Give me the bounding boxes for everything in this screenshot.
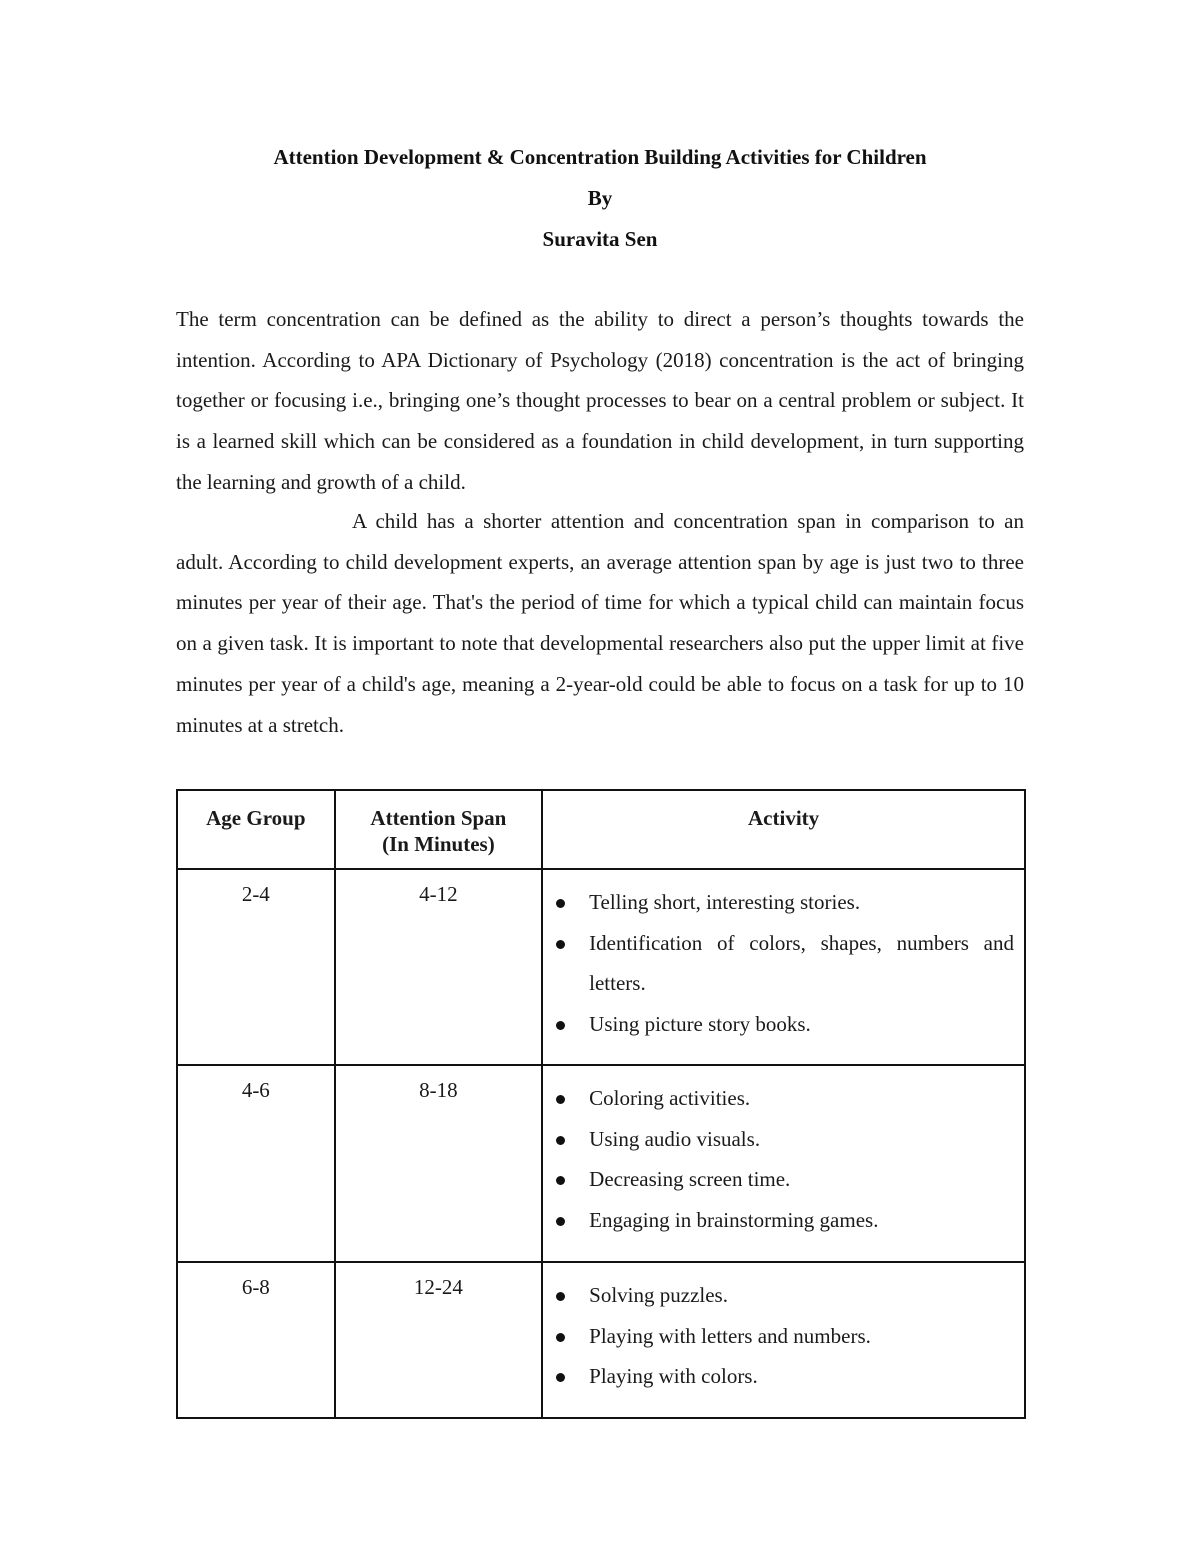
activity-cell (542, 1262, 1025, 1418)
intro-paragraph: The term concentration can be defined as the ability to direct a person’s thoughts towards the intention. According to APA Dictionary of Psychology (2018) concentration is the act of bringing together or focusing i.e., bringing one’s thought processes to bear on a central problem or subject. It is a learned skill which can be considered as a foundation in child development, in turn supporting the learning and growth of a child. (176, 307, 1024, 494)
bullet-icon (556, 1021, 565, 1030)
list-item (589, 1004, 1014, 1045)
table-row (177, 869, 1025, 1065)
bullet-icon (556, 1136, 565, 1145)
header-attention-span-line2: (In Minutes) (382, 832, 495, 856)
activity-text: Decreasing screen time. (589, 1167, 791, 1192)
table-row (177, 1262, 1025, 1418)
attention-span-cell: 4-12 (335, 869, 543, 1065)
header-attention-span (335, 790, 543, 869)
activity-text: Using audio visuals. (589, 1126, 761, 1151)
bullet-icon (556, 940, 565, 949)
attention-span-cell: 8-18 (335, 1065, 543, 1262)
header-attention-span-line1: Attention Span (370, 806, 507, 830)
activity-text: Engaging in brainstorming games. (589, 1208, 879, 1233)
activity-table (176, 789, 1026, 1419)
activity-text: Using picture story books. (589, 1012, 811, 1037)
activity-text: Playing with letters and numbers. (589, 1323, 871, 1348)
list-item (589, 1275, 1014, 1316)
attention-span-cell: 12-24 (335, 1262, 543, 1418)
document-title: Attention Development & Concentration Building Activities for Children (273, 145, 927, 169)
activity-cell (542, 1065, 1025, 1262)
activity-text: Solving puzzles. (589, 1283, 728, 1307)
activity-text: Playing with colors. (589, 1364, 758, 1389)
bullet-icon (556, 1095, 565, 1104)
author-name: Suravita Sen (542, 227, 658, 251)
by-label: By (587, 186, 613, 210)
list-item (589, 1159, 1014, 1200)
activity-list (543, 1066, 1024, 1241)
activity-list (543, 1263, 1024, 1397)
activity-text: Identification of colors, shapes, numbers and letters. (589, 930, 1014, 996)
activity-text: Telling short, interesting stories. (589, 890, 861, 914)
header-activity: Activity (542, 790, 1025, 869)
bullet-icon (556, 1333, 565, 1342)
activity-list (543, 870, 1024, 1045)
activity-cell (542, 869, 1025, 1065)
list-item (589, 1200, 1014, 1241)
table-row (177, 1065, 1025, 1262)
bullet-icon (556, 1292, 565, 1301)
bullet-icon (556, 1176, 565, 1185)
bullet-icon (556, 1373, 565, 1382)
age-group-cell: 6-8 (177, 1262, 335, 1418)
attention-span-paragraph: A child has a shorter attention and concentration span in comparison to an adult. According to child development experts, an average attention span by age is just two to three minutes per year of their age. That's the period of time for which a typical child can maintain focus on a given task. It is important to note that developmental researchers also put the upper limit at five minutes per year of a child's age, meaning a 2-year-old could be able to focus on a task for up to 10 minutes at a stretch. (176, 509, 1024, 737)
age-group-cell: 4-6 (177, 1065, 335, 1262)
list-item (589, 1078, 1014, 1119)
bullet-icon (556, 1217, 565, 1226)
list-item (589, 1356, 1014, 1397)
bullet-icon (556, 899, 565, 908)
list-item (589, 1119, 1014, 1160)
header-age-group: Age Group (177, 790, 335, 869)
table-header-row (177, 790, 1025, 869)
age-group-cell: 2-4 (177, 869, 335, 1065)
list-item (589, 923, 1014, 1004)
list-item (589, 882, 1014, 923)
activity-text: Coloring activities. (589, 1086, 751, 1110)
list-item (589, 1316, 1014, 1357)
